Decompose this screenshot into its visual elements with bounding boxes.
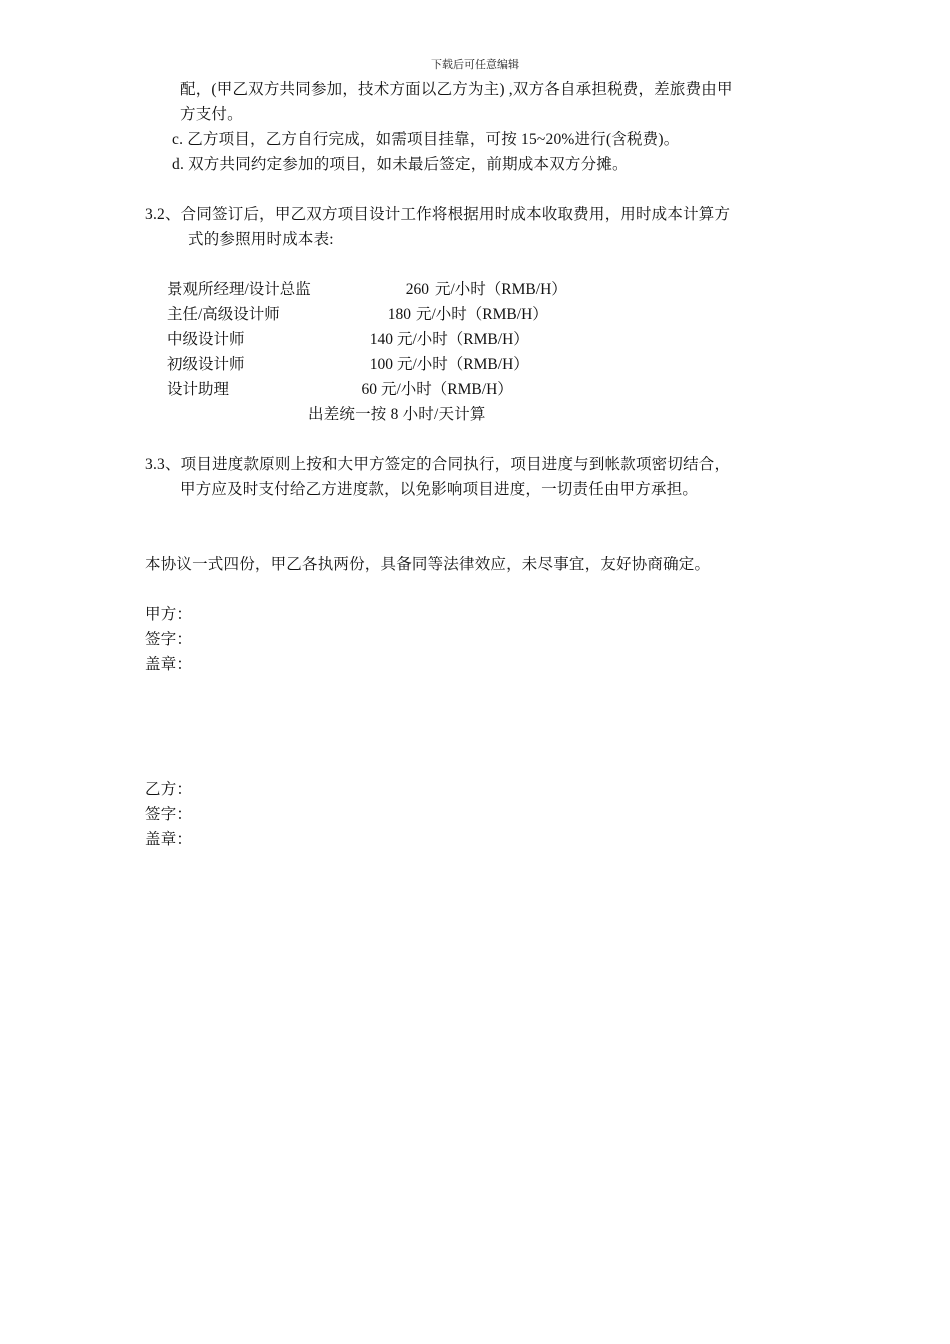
party-a-label: 甲方： bbox=[145, 606, 193, 623]
rate-value: 140 bbox=[369, 331, 393, 348]
travel-note: 出差统一按 8 小时/天计算 bbox=[308, 406, 486, 423]
party-b-label: 乙方： bbox=[145, 781, 193, 798]
party-a-seal-label: 盖章： bbox=[145, 656, 193, 673]
rate-value: 260 bbox=[405, 281, 429, 298]
party-b-signature-label: 签字： bbox=[145, 806, 193, 823]
item-d: d. 双方共同约定参加的项目，如未最后签定，前期成本双方分摊。 bbox=[172, 156, 628, 173]
party-a-signature-label: 签字： bbox=[145, 631, 193, 648]
rate-role: 设计助理 bbox=[167, 381, 230, 398]
rate-value: 60 bbox=[361, 381, 377, 398]
section-3-2-line-2: 式的参照用时成本表: bbox=[188, 231, 334, 248]
item-b-continuation-line-2: 方支付。 bbox=[180, 106, 243, 123]
party-b-seal-label: 盖章： bbox=[145, 831, 193, 848]
rate-role: 主任/高级设计师 bbox=[167, 306, 280, 323]
rate-unit: 元/小时（RMB/H） bbox=[397, 331, 529, 348]
section-3-3-line-2: 甲方应及时支付给乙方进度款，以免影响项目进度，一切责任由甲方承担。 bbox=[180, 481, 699, 498]
rate-unit: 元/小时（RMB/H） bbox=[416, 306, 548, 323]
closing-statement: 本协议一式四份，甲乙各执两份，具备同等法律效应，未尽事宜，友好协商确定。 bbox=[145, 556, 711, 573]
rate-value: 100 bbox=[369, 356, 393, 373]
section-3-3-line-1: 3.3、项目进度款原则上按和大甲方签定的合同执行，项目进度与到帐款项密切结合， bbox=[145, 456, 731, 473]
page-header: 下载后可任意编辑 bbox=[431, 59, 519, 71]
rate-value: 180 bbox=[387, 306, 411, 323]
rate-role: 景观所经理/设计总监 bbox=[167, 281, 311, 298]
section-3-2-line-1: 3.2、合同签订后，甲乙双方项目设计工作将根据用时成本收取费用，用时成本计算方 bbox=[145, 206, 731, 223]
rate-unit: 元/小时（RMB/H） bbox=[435, 281, 567, 298]
item-c: c. 乙方项目，乙方自行完成，如需项目挂靠，可按 15~20%进行(含税费)。 bbox=[172, 131, 680, 148]
rate-unit: 元/小时（RMB/H） bbox=[397, 356, 529, 373]
item-b-continuation-line-1: 配，(甲乙双方共同参加，技术方面以乙方为主) ,双方各自承担税费，差旅费由甲 bbox=[180, 81, 733, 98]
rate-role: 初级设计师 bbox=[167, 356, 245, 373]
rate-unit: 元/小时（RMB/H） bbox=[381, 381, 513, 398]
rate-role: 中级设计师 bbox=[167, 331, 245, 348]
